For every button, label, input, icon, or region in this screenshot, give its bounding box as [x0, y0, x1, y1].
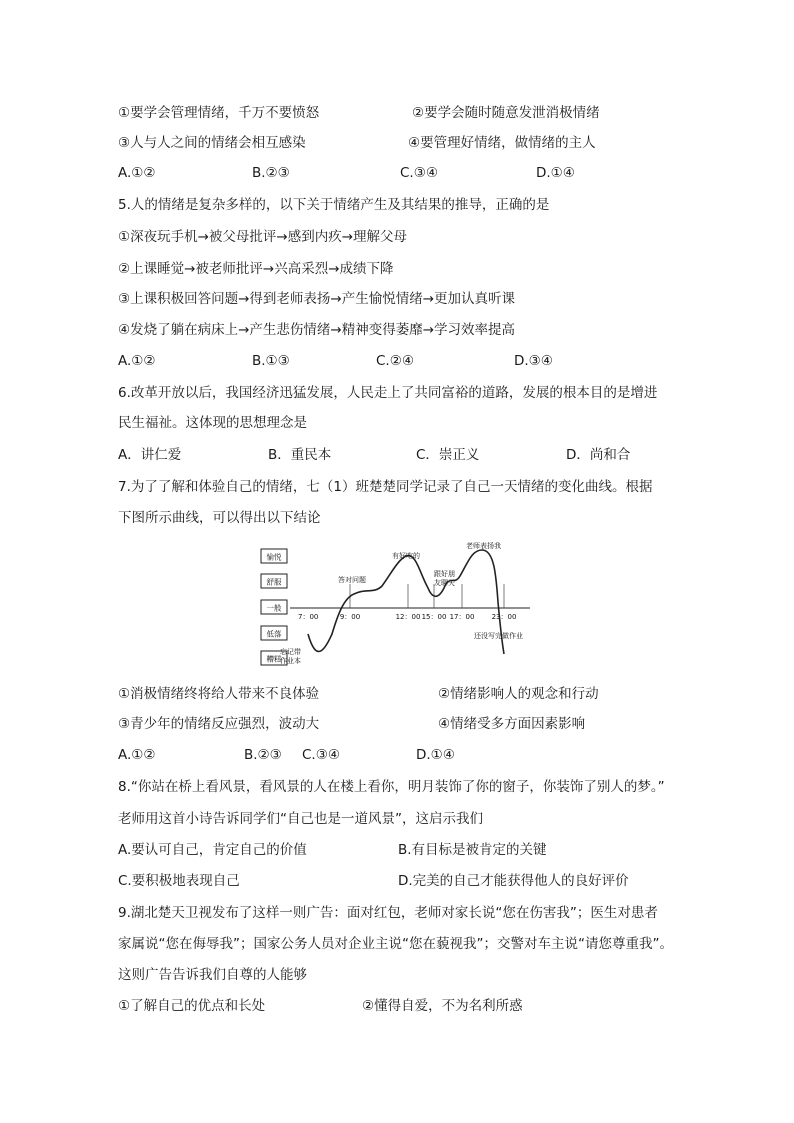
q7-choice-b: B.②③ — [244, 747, 282, 763]
q9-options-row1 — [118, 996, 678, 1016]
q9-option-1: ①了解自己的优点和长处 — [118, 998, 266, 1014]
q4-option-1: ①要学会管理情绪，千万不要愤怒 — [118, 105, 320, 121]
event-label: 友聊天 — [434, 579, 455, 587]
q4-choice-a: A.①② — [118, 165, 156, 181]
q9-stem-line3: 这则广告告诉我们自尊的人能够 — [118, 967, 307, 983]
q6-choices — [118, 445, 678, 465]
mood-level-label: 低落 — [266, 629, 282, 639]
q7-option-3: ③青少年的情绪反应强烈，波动大 — [118, 716, 320, 732]
q9-stem-line2: 家属说“您在侮辱我”；国家公务人员对企业主说“您在藐视我”；交警对车主说“请您尊重我”。 — [118, 936, 673, 952]
q7-stem-line1: 7.为了了解和体验自己的情绪，七（1）班楚楚同学记录了自己一天情绪的变化曲线。根据 — [118, 479, 653, 495]
q4-options-row1 — [118, 103, 678, 123]
q7-options-row2 — [118, 714, 678, 734]
q8-options-row2 — [118, 871, 678, 891]
q6-stem-line2: 民生福祉。这体现的思想理念是 — [118, 415, 307, 431]
q8-option-c: C.要积极地表现自己 — [118, 873, 240, 889]
q5-stem: 5.人的情绪是复杂多样的，以下关于情绪产生及其结果的推导，正确的是 — [118, 197, 550, 213]
q8-options-row1 — [118, 840, 678, 860]
mood-curve-svg — [258, 542, 538, 670]
q5-option-4: ④发烧了躺在病床上→产生悲伤情绪→精神变得萎靡→学习效率提高 — [118, 322, 516, 338]
time-tick-label: 7：00 — [298, 613, 319, 621]
q7-choice-c: C.③④ — [302, 747, 340, 763]
q5-choice-c: C.②④ — [376, 353, 414, 369]
event-label: 答对问题 — [338, 576, 366, 584]
q4-option-4: ④要管理好情绪，做情绪的主人 — [408, 135, 596, 151]
q5-choices — [118, 351, 678, 371]
q6-choice-c: C．崇正义 — [416, 447, 480, 463]
q5-option-1: ①深夜玩手机→被父母批评→感到内疚→理解父母 — [118, 229, 408, 245]
time-tick-label: 12：00 — [395, 613, 421, 621]
q6-stem-line1: 6.改革开放以后，我国经济迅猛发展，人民走上了共同富裕的道路，发展的根本目的是增进 — [118, 385, 658, 401]
q6-choice-d: D．尚和合 — [566, 447, 631, 463]
q5-choice-b: B.①③ — [252, 353, 290, 369]
q4-choice-d: D.①④ — [536, 165, 575, 181]
q5-option-2: ②上课睡觉→被老师批评→兴高采烈→成绩下降 — [118, 261, 394, 277]
q5-option-3: ③上课积极回答问题→得到老师表扬→产生愉悦情绪→更加认真听课 — [118, 291, 516, 307]
q6-choice-a: A．讲仁爱 — [118, 447, 182, 463]
mood-level-label: 舒服 — [266, 577, 282, 587]
q8-stem-line1: 8.“你站在桥上看风景，看风景的人在楼上看你，明月装饰了你的窗子，你装饰了别人的梦。” — [118, 779, 665, 795]
mood-level-label: 一般 — [266, 603, 282, 613]
q4-option-2: ②要学会随时随意发泄消极情绪 — [412, 105, 600, 121]
event-label: 作业本 — [280, 657, 301, 665]
q8-option-a: A.要认可自己，肯定自己的价值 — [118, 842, 307, 858]
q5-choice-d: D.③④ — [514, 353, 553, 369]
q8-option-b: B.有目标是被肯定的关键 — [398, 842, 547, 858]
event-label: 老师表扬我 — [466, 542, 501, 550]
q4-choices — [118, 163, 678, 183]
time-tick-label: 15：00 — [421, 613, 447, 621]
event-label: 跟好朋 — [434, 570, 455, 578]
q4-choice-c: C.③④ — [400, 165, 438, 181]
q7-stem-line2: 下图所示曲线，可以得出以下结论 — [118, 510, 321, 526]
q7-options-row1 — [118, 684, 678, 704]
event-label: 有好吃的 — [392, 552, 420, 560]
q7-option-4: ④情绪受多方面因素影响 — [438, 716, 586, 732]
time-tick-label: 9：00 — [339, 613, 361, 621]
q8-stem-line2: 老师用这首小诗告诉同学们“自己也是一道风景”，这启示我们 — [118, 811, 483, 827]
event-label: 忘记带 — [280, 648, 301, 656]
time-tick-label: 23：00 — [491, 613, 517, 621]
mood-curve-chart — [258, 542, 538, 670]
q4-option-3: ③人与人之间的情绪会相互感染 — [118, 135, 306, 151]
q7-choice-d: D.①④ — [416, 747, 455, 763]
time-tick-label: 17：00 — [449, 613, 475, 621]
q7-option-1: ①消极情绪终将给人带来不良体验 — [118, 686, 320, 702]
mood-level-label: 愉悦 — [266, 552, 282, 562]
q7-choice-a: A.①② — [118, 747, 156, 763]
event-label: 还没写完做作业 — [474, 632, 523, 640]
q6-choice-b: B．重民本 — [268, 447, 332, 463]
mood-level-label: 糟糕 — [266, 654, 282, 664]
q9-stem-line1: 9.湖北楚天卫视发布了这样一则广告：面对红包，老师对家长说“您在伤害我”；医生对患者 — [118, 905, 658, 921]
q7-option-2: ②情绪影响人的观念和行动 — [438, 686, 599, 702]
q8-option-d: D.完美的自己才能获得他人的良好评价 — [398, 873, 629, 889]
q4-options-row2 — [118, 133, 678, 153]
q7-choices — [118, 745, 678, 765]
q9-option-2: ②懂得自爱，不为名利所惑 — [362, 998, 523, 1014]
q5-choice-a: A.①② — [118, 353, 156, 369]
q4-choice-b: B.②③ — [252, 165, 290, 181]
